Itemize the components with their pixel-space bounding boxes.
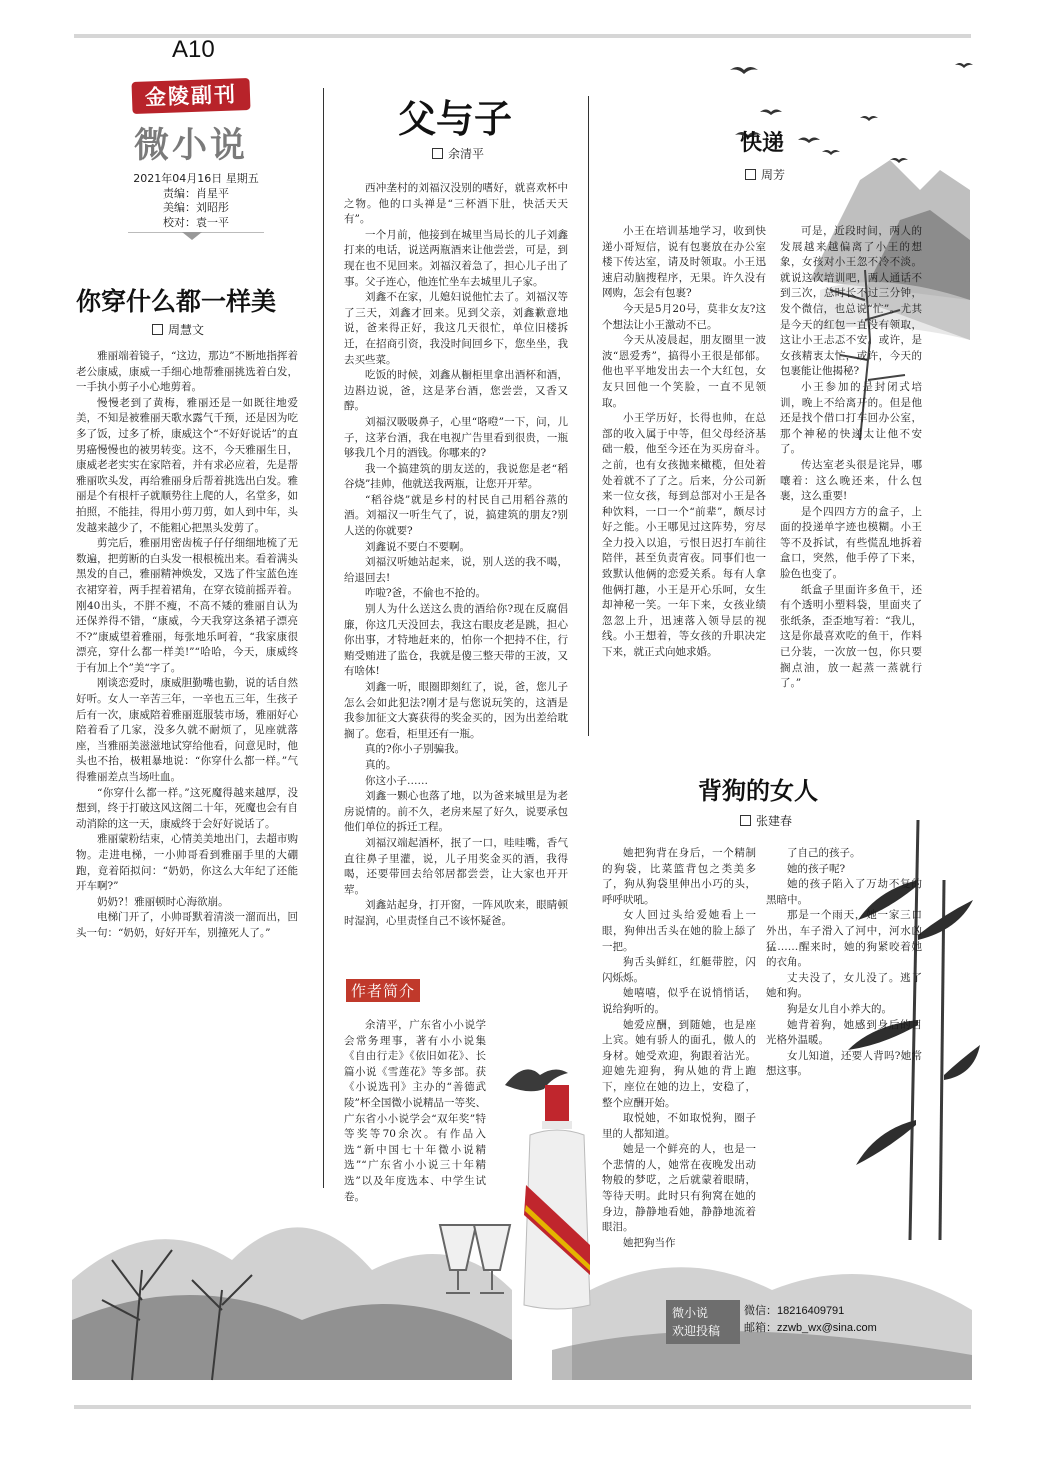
paragraph: 真的。 bbox=[365, 758, 397, 771]
paragraph: 一个月前，他接到在城里当局长的儿子刘鑫打来的电话，说送两瓶酒来让他尝尝，可是，到现在也不见回来。刘福汉着急了，担心儿子出了事。父子连心，他连忙坐车去城里儿子家。 bbox=[344, 228, 568, 288]
paragraph: 小王学历好，长得也帅，在总部的收入属于中等，但父母经济基础一般，他至今还在为买房奋斗。之前，也有女孩抛来橄榄，但处着处着就不了了之。后来，分公司新来一位女孩，每到总部对小王是各种饮料，一口一个“前辈”，颇尽讨好之能。小王哪见过这阵势，穷尽全力投入以追，亏恨日迟打车前往陪伴，甚至负责宵夜。同事们也一致默认他俩的恋爱关系。每有人拿他俩打趣，小王是开心乐呵，女生却神秘一笑。一年下来，女孩业绩忽忽上升，迅速落入领导层的视线。小王想着，等女孩的升职决定下来，就正式向她求婚。 bbox=[602, 412, 766, 659]
paragraph: 她把狗背在身后，一个精制的狗袋，比菜篮背包之类美多了，狗从狗袋里伸出小巧的头，呼呼吠吼。 bbox=[602, 847, 756, 906]
article-body bbox=[780, 224, 922, 714]
paragraph: 别人为什么送这么贵的酒给你?现在反腐倡廉，你这几天没回去，我这右眼皮老是跳，担心你出事，才特地赶来的，怕你一个把持不住，行贿受贿进了监仓，我就是傻三整天带的王波，又有啥体! bbox=[344, 603, 568, 678]
author-intro-body bbox=[344, 1018, 486, 1248]
paragraph: 取悦她，不如取悦狗，圈子里的人都知道。 bbox=[602, 1112, 756, 1140]
paragraph: 她是一个鲜亮的人，也是一个悲情的人，她常在夜晚发出动物般的梦呓，之后就蒙着眼睛，等待天明。此时只有狗窝在她的身边，静静地看她，静静地流着眼泪。 bbox=[602, 1143, 756, 1234]
email-contact: 邮箱：zzwb_wx@sina.com bbox=[744, 1322, 877, 1334]
paragraph: 你这小子…… bbox=[365, 774, 428, 787]
paragraph: 刘鑫站起身，打开窗，一阵风吹来，眼睛顿时湿润，心里责怪自己不该怀疑爸。 bbox=[344, 899, 568, 927]
paragraph: 女人回过头给爱她看上一眼，狗伸出舌头在她的脸上舔了一把。 bbox=[602, 909, 756, 953]
article-byline bbox=[740, 812, 792, 829]
page-number: A10 bbox=[172, 36, 215, 63]
article-title: 快递 bbox=[740, 131, 785, 156]
paragraph: 刘鑫说不要白不要啊。 bbox=[365, 540, 470, 553]
paragraph: 女儿知道，还要人背吗?她常想这事。 bbox=[766, 1049, 922, 1078]
paragraph: 剪完后，雅丽用密齿梳子仔仔细细地梳了无数遍，把剪断的白头发一根根梳出来。看着满头黑发的自己，雅丽精神焕发，又选了件宝蓝色连衣裙穿着，两手捏着裙角，在穿衣镜前摇弄着。刚40出头，不胖不瘦，不高不矮的雅丽自认为还保养得不错，“康威，今天我穿这条裙子漂亮不?”康威望着雅丽，每张地乐呵着，“我家康很漂亮，穿什么都一样美!”“哈哈，今天，康威终于有加上个”美“字了。 bbox=[76, 537, 298, 674]
paragraph: 余清平，广东省小小说学会常务理事，著有小小说集《自由行走》《依旧如花》、长篇小说《雪莲花》等多部。获《小说选刊》主办的“善德武陵”杯全国微小说精品一等奖、广东省小小说学会“双年奖”特等奖等70余次。有作品入选“新中国七十年微小说精选”“广东省小小说三十年精选”以及年度选本、中学生试卷。 bbox=[344, 1019, 486, 1203]
paragraph: 她爱应酬，到随她，也是座上宾。她有骄人的面孔，傲人的身材。她受欢迎，狗跟着沾光。迎她先迎狗，狗从她的背上跑下，座位在她的边上，安稳了，整个应酬开始。 bbox=[602, 1018, 756, 1109]
article-body bbox=[602, 846, 756, 1249]
paragraph: 丈夫没了，女儿没了。逃了她和狗。 bbox=[766, 971, 922, 1000]
bottom-rule bbox=[74, 1405, 971, 1409]
submission-promo-box bbox=[666, 1300, 740, 1344]
wechat-contact: 微信：18216409791 bbox=[744, 1305, 845, 1317]
issue-meta bbox=[126, 172, 266, 230]
paragraph: 她把狗当作 bbox=[623, 1236, 676, 1249]
section-title: 微小说 bbox=[134, 125, 249, 166]
paragraph: 电梯门开了，小帅哥默着清淡一溜而出，回头一句：“奶奶，好好开车，别撞死人了。” bbox=[76, 911, 298, 939]
author-name: 张建春 bbox=[756, 814, 793, 828]
article-body bbox=[766, 846, 922, 1158]
article-byline bbox=[432, 145, 484, 162]
paragraph: 是个四四方方的盒子，上面的投递单字迹也模糊。小王等不及拆试，有些慌乱地拆着盒口，突然，他手停了下来，脸色也变了。 bbox=[780, 505, 922, 581]
paragraph: 吃饭的时候，刘鑫从橱柜里拿出酒杯和酒，边斟边说，爸，这是茅台酒，您尝尝，又香又醇。 bbox=[344, 369, 568, 413]
editor-credit: 责编：肖星平 bbox=[163, 186, 229, 200]
paragraph: 刘鑫不在家，儿媳妇说他忙去了。刘福汉等了三天，刘鑫才回来。见到父亲，刘鑫歉意地说，爸来得正好，我这几天很忙，单位旧楼拆迁，在招商引资，我没时间回乡下，您坐坐，我去买些菜。 bbox=[344, 291, 568, 366]
paragraph: “你穿什么都一样。”这死魔得越来越厚，没想到，终于打破这风这阁二十年，死魔也会有自动消除的这一天，康威终于会好好说话了。 bbox=[76, 786, 298, 830]
paragraph: 狗是女儿自小养大的。 bbox=[787, 1002, 892, 1015]
paragraph: 真的?你小子别骗我。 bbox=[365, 743, 466, 756]
paragraph: 刘鑫一颗心也落了地，以为爸来城里是为老房说情的。前不久，老房来屋了好久，说要承包他们单位的拆迁工程。 bbox=[344, 790, 568, 834]
paragraph: 她的孩子呢? bbox=[787, 862, 846, 875]
paragraph: 她嘻嘻，似乎在说悄悄话，说给狗听的。 bbox=[602, 987, 756, 1015]
paragraph: 她背着狗，她感到身后的目光格外温暖。 bbox=[766, 1018, 922, 1047]
issue-date: 2021年04月16日 星期五 bbox=[133, 172, 259, 185]
paragraph: 咋啦?爸，不偷也不抢的。 bbox=[365, 587, 487, 600]
article-byline bbox=[745, 166, 785, 183]
column-divider bbox=[588, 96, 589, 736]
article-title: 背狗的女人 bbox=[698, 777, 818, 805]
paragraph: 我一个搞建筑的朋友送的，我说您是老“稻谷烧”挂帅，他就送我两瓶，让您开开荤。 bbox=[344, 462, 568, 491]
paragraph: 刘福汉吸吸鼻子，心里“咯噔”一下，问，儿子，这茅台酒，我在电视广告里看到很贵，一瓶够我几个月的酒钱。你哪来的? bbox=[344, 415, 568, 460]
paragraph: 小王在培训基地学习，收到快递小哥短信，说有包裹放在办公室楼下传达室，请及时领取。小王迅速启动脑搜程序，无果。许久没有网购，怎会有包裹? bbox=[602, 225, 766, 300]
supplement-banner: 金陵副刊 bbox=[131, 78, 250, 114]
paragraph: 刘鑫一听，眼圈即刻红了，说，爸，您儿子怎么会如此犯法?刚才是与您说玩笑的，这酒是我参加征文大赛获得的奖金买的，因为出差给耽搁了。您看，柜里还有一瓶。 bbox=[344, 681, 568, 740]
paragraph: 雅丽蒙粉结束，心情美美地出门，去超市购物。走进电梯，一小帅哥看到雅丽手里的大硼跑，竟着陌拟问：“奶奶，你这么大年纪了还能开车啊?” bbox=[76, 833, 298, 893]
promo-line: 欢迎投稿 bbox=[672, 1324, 721, 1338]
proofreader-credit: 校对：袁一平 bbox=[163, 215, 229, 229]
byline-box-icon bbox=[152, 324, 163, 335]
article-title: 你穿什么都一样美 bbox=[76, 287, 277, 316]
paragraph: 雅丽端着镜子，“这边，那边”不断地指挥着老公康威，康威一手细心地帮雅丽挑选着白发，一手执小剪子小心地剪着。 bbox=[76, 350, 298, 394]
paragraph: 狗舌头鲜红，红艇带腔，闪闪烁烁。 bbox=[602, 956, 756, 984]
column-divider bbox=[323, 88, 324, 1188]
author-name: 周慧文 bbox=[168, 323, 205, 337]
paragraph: “稻谷烧”就是乡村的村民自己用稻谷蒸的酒。刘福汉一听生气了，说，搞建筑的朋友?别人送的你就要? bbox=[344, 493, 568, 538]
paragraph: 慢慢老到了黄梅，雅丽还是一如既往地爱美，不知是被雅丽天歌水露气千预，还是因为吃多了饭，过多了桥，康威这个“不好好说话”的直男癌慢慢也的被男转变。这不，今天雅丽生日，康威老老实实在家陪着，并有求必应着，先是帮雅丽吹头发，再给雅丽身后帮着挑选出白发。雅丽是个有根杆子就顺势往上爬的人，名堂多，如拍照，不能挂，得用小剪刀剪，如人到中年，头发越来越少了，不能粗心把黑头发剪了。 bbox=[76, 396, 298, 534]
article-body bbox=[344, 181, 568, 931]
paragraph: 她的孩子陷入了万劫不复的黑暗中。 bbox=[766, 878, 922, 906]
meta-chevron-icon bbox=[182, 232, 202, 240]
liquor-bottle-icon bbox=[524, 1085, 590, 1309]
article-byline bbox=[152, 321, 204, 338]
promo-line: 微小说 bbox=[672, 1306, 709, 1320]
article-body bbox=[602, 224, 766, 714]
article-body bbox=[76, 349, 298, 1094]
author-name: 周芳 bbox=[761, 168, 786, 182]
paragraph: 奶奶?！雅丽顿时心海欲崩。 bbox=[97, 895, 229, 908]
byline-box-icon bbox=[432, 148, 443, 159]
author-intro-heading: 作者简介 bbox=[346, 979, 420, 1002]
paragraph: 纸盒子里面许多鱼干，还有个透明小塑料袋，里面夹了张纸条，歪歪地写着：“我儿，这是你最喜欢吃的鱼干，作料已分装，一次放一包，你只要搁点油，放一起蒸一蒸就行了。” bbox=[780, 583, 922, 690]
byline-box-icon bbox=[745, 169, 756, 180]
paragraph: 刘福汉听她站起来，说，别人送的我不喝，给退回去! bbox=[344, 556, 568, 584]
article-title: 父与子 bbox=[398, 96, 513, 141]
paragraph: 今天从凌晨起，朋友圈里一波波“恩爱秀”，搞得小王很是郁郁。他也平平地发出去一个大红包，女友只回他一个笑脸，一直不见领取。 bbox=[602, 334, 766, 409]
author-name: 余清平 bbox=[448, 147, 485, 161]
paragraph: 可是，近段时间，两人的发展越来越偏离了小王的想象，女孩对小王忽不冷不淡。就说这次培训吧，两人通话不到三次，总时长不过三分钟，发个微信，也总说“忙”。尤其是今天的红包一直没有领取，这让小王忐忑不安。或许，是女孩精衷太忙，或许，今天的包裹能让他揭秘? bbox=[780, 225, 922, 378]
paragraph: 刚谈恋爱时，康威胆勤嘴也勤，说的话自然好听。女人一辛苦三年，一辛也五三年，生孩子后有一次，康威陪着雅丽逛服装市场，雅丽好心陪着看了几家，没多久就不耐烦了，见座就落座，当雅丽美滋滋地试穿给他看，问意见时，他头也不抬，极粗暴地说：“你穿什么都一样。”气得雅丽差点当场吐血。 bbox=[76, 677, 298, 784]
paragraph: 刘福汉端起酒杯，抿了一口，哇哇嘴，香气直往鼻子里灌，说，儿子用奖金买的酒，我得喝，还要带回去给邻居都尝尝，让大家也开开荤。 bbox=[344, 836, 568, 896]
paragraph: 那是一个雨天，她一家三口外出，车子滑入了河中，河水凶猛……醒来时，她的狗紧咬着她的衣角。 bbox=[766, 909, 922, 969]
designer-credit: 美编：刘昭彤 bbox=[163, 201, 229, 214]
paragraph: 今天是5月20号，莫非女友?这个想法让小王激动不已。 bbox=[602, 302, 766, 331]
paragraph: 西冲垄村的刘福汉没别的嗜好，就喜欢杯中之物。他的口头禅是“三杯酒下肚，快活天天有”。 bbox=[344, 182, 568, 226]
paragraph: 了自己的孩子。 bbox=[787, 847, 861, 859]
paragraph: 小王参加的是封闭式培训，晚上不给离开的。但是他还是找个借口打车回办公室，那个神秘的快递太让他不安了。 bbox=[780, 380, 922, 456]
byline-box-icon bbox=[740, 815, 751, 826]
paragraph: 传达室老头很是诧异，哪嚷着：这么晚还来，什么包裹，这么重要! bbox=[780, 458, 922, 503]
contact-info bbox=[744, 1303, 877, 1337]
